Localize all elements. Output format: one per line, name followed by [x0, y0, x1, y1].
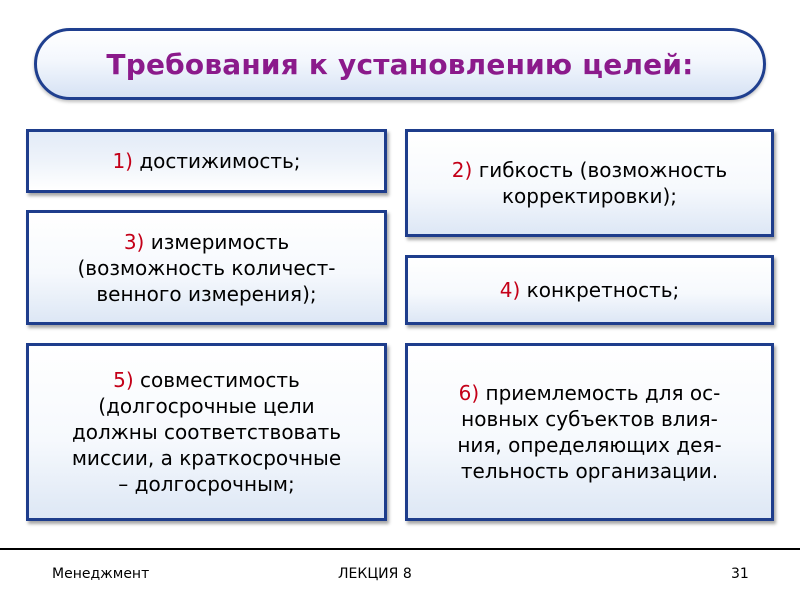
title-banner [34, 28, 766, 100]
requirement-number: 1) [112, 149, 133, 173]
requirement-line: (долгосрочные цели [98, 394, 315, 418]
requirement-line: (возможность количест- [77, 255, 336, 280]
requirement-number: 6) [458, 381, 480, 405]
requirement-line: должны соответствовать [71, 420, 342, 444]
requirement-text [452, 157, 727, 209]
requirement-line: 6) приемлемость для ос- [458, 381, 721, 405]
requirement-card-1 [26, 129, 387, 193]
requirement-number: 2) [451, 158, 473, 182]
requirement-number: 4) [499, 278, 521, 302]
requirement-card-2 [405, 129, 774, 237]
requirement-number: 3) [123, 229, 145, 254]
requirement-text [457, 380, 721, 484]
requirement-line: ния, определяющих дея- [457, 433, 722, 457]
requirement-line: 3) измеримость [123, 229, 290, 254]
requirement-card-5 [26, 343, 387, 521]
requirement-line: 1) достижимость; [112, 149, 301, 173]
requirement-line: корректировки); [501, 184, 678, 208]
requirement-card-3 [26, 210, 387, 325]
requirement-text [72, 367, 341, 497]
requirement-text [78, 229, 336, 307]
footer-page-number: 31 [731, 566, 749, 582]
requirement-text [500, 277, 680, 303]
requirement-card-4 [405, 255, 774, 325]
requirement-line: миссии, а краткосрочные [71, 446, 342, 470]
requirement-line: новных субъектов влия- [461, 407, 718, 431]
requirement-card-6 [405, 343, 774, 521]
footer-course: Менеджмент [52, 566, 150, 582]
slide-title: Требования к установлению целей: [106, 47, 694, 81]
requirement-line: 2) гибкость (возможность [451, 158, 728, 182]
requirement-number: 5) [113, 368, 134, 392]
requirement-line: тельность организации. [460, 459, 719, 483]
footer-divider [0, 548, 800, 550]
footer-lecture: ЛЕКЦИЯ 8 [338, 566, 412, 582]
requirement-line: венного измерения); [96, 281, 317, 306]
requirement-text [112, 148, 300, 174]
requirement-line: 5) совместимость [113, 368, 300, 392]
requirement-line: – долгосрочным; [118, 472, 295, 496]
requirement-line: 4) конкретность; [499, 278, 680, 302]
